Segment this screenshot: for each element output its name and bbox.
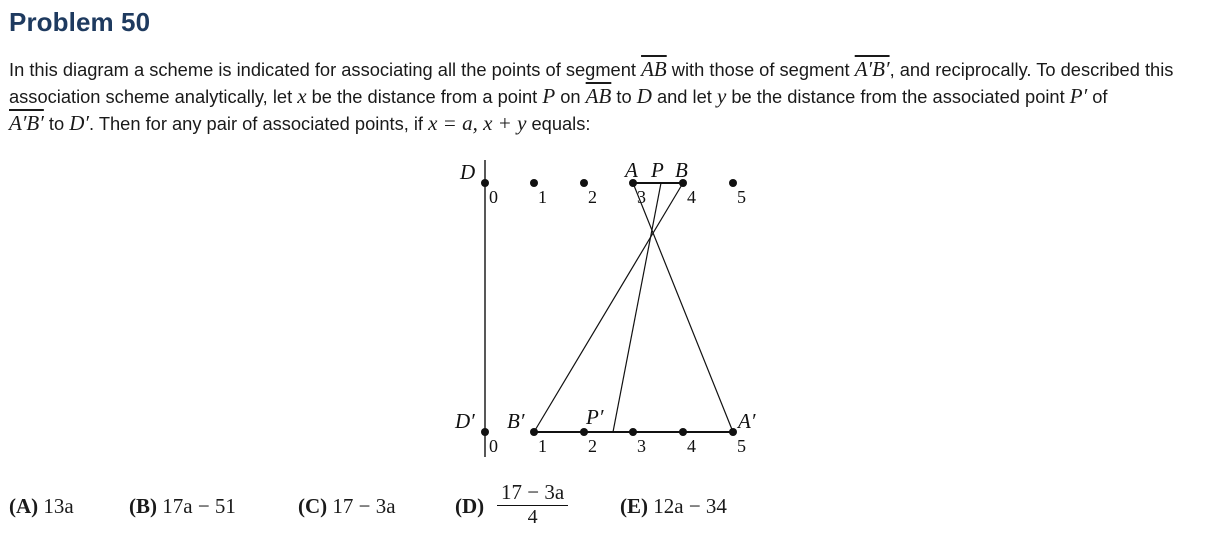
dot-bottom-2 bbox=[580, 428, 588, 436]
label-bp: B′ bbox=[507, 409, 525, 433]
fraction-numerator: 17 − 3a bbox=[497, 480, 568, 506]
tick-bottom-1: 1 bbox=[538, 436, 547, 456]
var-dp: D′ bbox=[69, 111, 90, 135]
problem-title: Problem 50 bbox=[9, 7, 151, 37]
text-segment: equals: bbox=[526, 113, 591, 134]
text-segment: and let bbox=[651, 86, 717, 107]
label-d: D bbox=[460, 160, 476, 184]
choice-text: 13a bbox=[43, 494, 74, 518]
tick-bottom-4: 4 bbox=[687, 436, 696, 456]
text-segment: be the distance from the associated point bbox=[726, 86, 1070, 107]
segment-apbp: A′B′ bbox=[854, 57, 890, 81]
var-p: P bbox=[542, 84, 556, 108]
choice-letter: (C) bbox=[298, 494, 328, 518]
tick-top-1: 1 bbox=[538, 187, 547, 207]
dot-top-1 bbox=[530, 179, 538, 187]
var-x: x bbox=[297, 84, 307, 108]
line-p-to-pp bbox=[613, 183, 661, 432]
choice-d-fraction bbox=[497, 480, 568, 529]
choice-b[interactable] bbox=[129, 494, 236, 519]
choice-a[interactable] bbox=[9, 494, 74, 519]
dot-bottom-3 bbox=[629, 428, 637, 436]
dot-bottom-5 bbox=[729, 428, 737, 436]
dot-bottom-0 bbox=[481, 428, 489, 436]
label-b: B bbox=[675, 158, 688, 182]
tick-bottom-2: 2 bbox=[588, 436, 597, 456]
tick-bottom-3: 3 bbox=[637, 436, 646, 456]
var-y: y bbox=[716, 84, 727, 108]
label-dp: D′ bbox=[455, 409, 475, 433]
tick-top-2: 2 bbox=[588, 187, 597, 207]
dot-top-5 bbox=[729, 179, 737, 187]
label-p: P bbox=[651, 158, 664, 182]
dot-bottom-1 bbox=[530, 428, 538, 436]
segment-ab: $\overline{AB}$ bbox=[641, 57, 667, 81]
choice-text: 17 − 3a bbox=[332, 494, 396, 518]
tick-top-0: 0 bbox=[489, 187, 498, 207]
var-d: D bbox=[636, 84, 652, 108]
dot-bottom-4 bbox=[679, 428, 687, 436]
label-a: A bbox=[625, 158, 638, 182]
choice-e[interactable] bbox=[620, 494, 727, 519]
text-segment: with those of segment bbox=[666, 59, 855, 80]
label-pp: P′ bbox=[586, 405, 604, 429]
choice-d[interactable] bbox=[455, 494, 484, 519]
answer-choices bbox=[9, 478, 1209, 538]
segment-apbp-2: A′B′ bbox=[9, 111, 44, 135]
text-segment: to bbox=[43, 113, 70, 134]
text-segment: In this diagram a scheme is indicated for associating all the points of segment bbox=[9, 59, 642, 80]
text-segment: to bbox=[611, 86, 637, 107]
choice-text: 17a − 51 bbox=[162, 494, 236, 518]
dot-top-2 bbox=[580, 179, 588, 187]
choice-text: 12a − 34 bbox=[653, 494, 727, 518]
choice-letter: (B) bbox=[129, 494, 157, 518]
label-ap: A′ bbox=[738, 409, 756, 433]
line-a-to-ap bbox=[633, 183, 733, 432]
tick-top-3: 3 bbox=[637, 187, 646, 207]
var-pp: P′ bbox=[1069, 84, 1088, 108]
dot-top-0 bbox=[481, 179, 489, 187]
choice-c[interactable] bbox=[298, 494, 396, 519]
tick-bottom-0: 0 bbox=[489, 436, 498, 456]
choice-letter: (E) bbox=[620, 494, 648, 518]
choice-letter: (A) bbox=[9, 494, 39, 518]
text-segment: , and reciprocally. To described this association scheme analytically, let bbox=[9, 59, 1174, 107]
text-segment: on bbox=[555, 86, 586, 107]
condition: x = a, x + y bbox=[428, 111, 527, 135]
choice-letter: (D) bbox=[455, 494, 485, 518]
text-segment: of bbox=[1087, 86, 1108, 107]
text-segment: . Then for any pair of associated points, if bbox=[89, 113, 429, 134]
fraction-denominator: 4 bbox=[527, 506, 538, 528]
segment-ab-2: $\overline{AB}$ bbox=[585, 84, 612, 108]
tick-top-5: 5 bbox=[737, 187, 746, 207]
line-b-to-bp bbox=[534, 183, 683, 432]
text-segment: be the distance from a point bbox=[306, 86, 543, 107]
tick-top-4: 4 bbox=[687, 187, 696, 207]
tick-bottom-5: 5 bbox=[737, 436, 746, 456]
